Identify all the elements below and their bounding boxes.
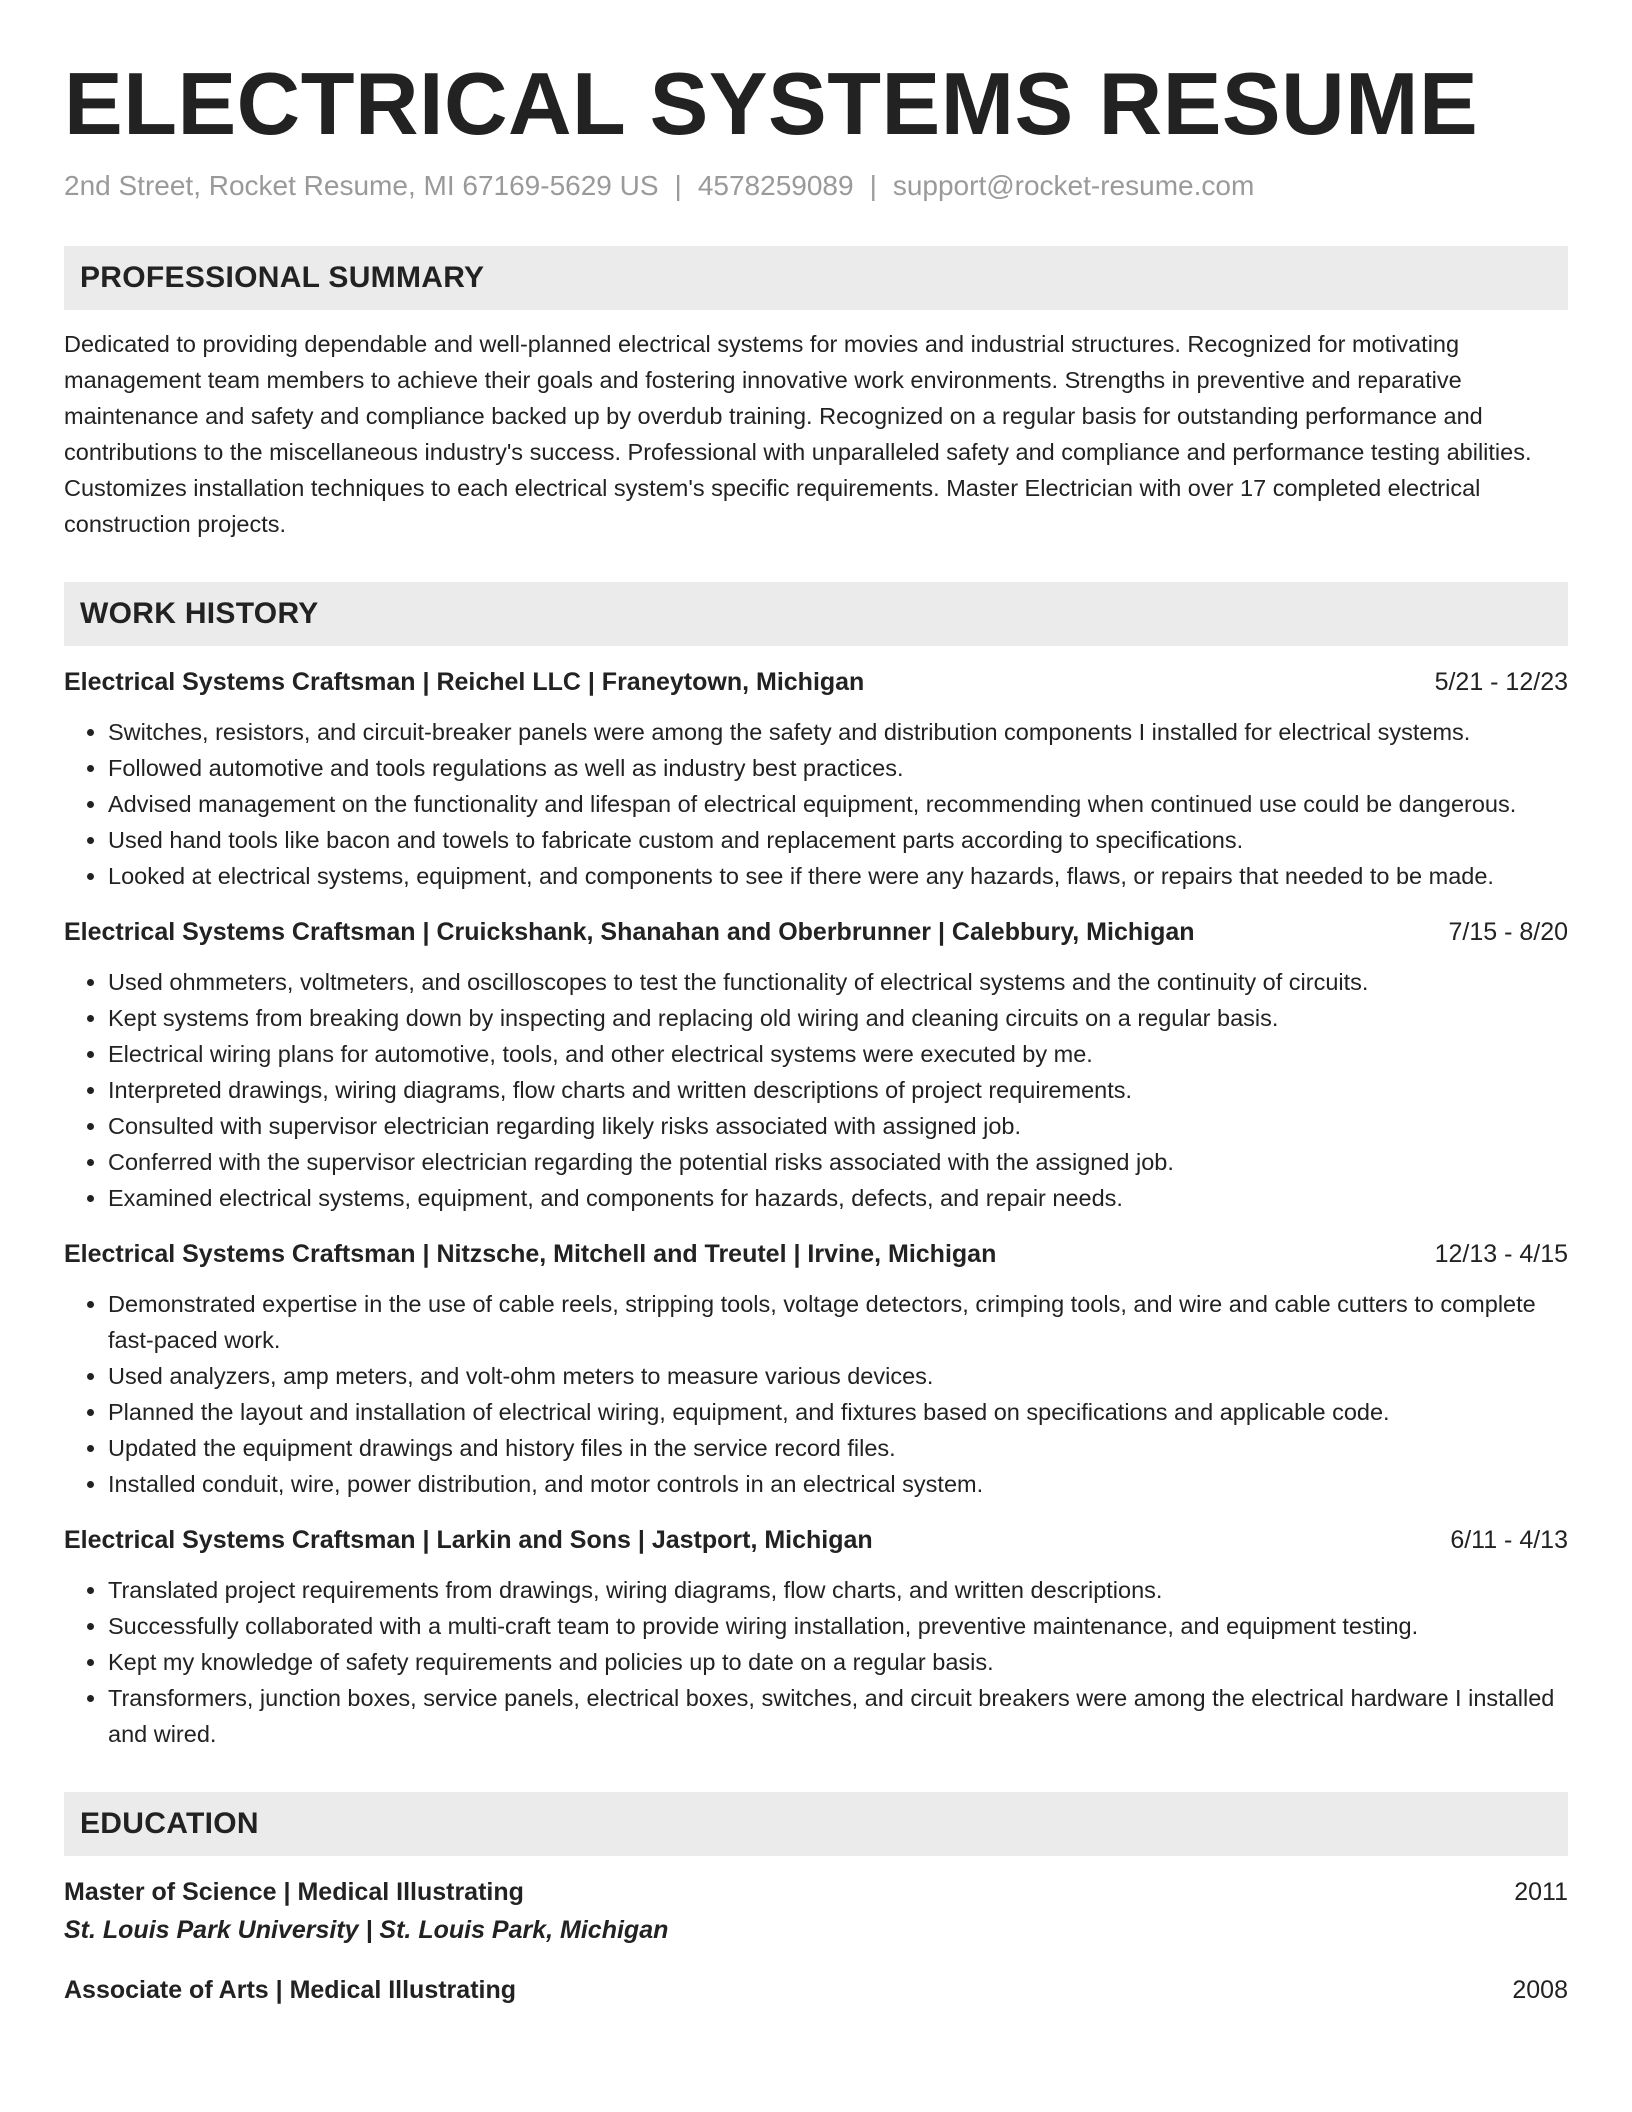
education-section-header bbox=[64, 1792, 1568, 1856]
summary-section-title: PROFESSIONAL SUMMARY bbox=[80, 261, 485, 294]
job-bullet: • Examined electrical systems, equipment, and components for hazards, defects, and repair needs. bbox=[108, 1180, 1568, 1216]
education-degree: Master of Science | Medical Illustrating bbox=[64, 1878, 524, 1906]
education-school: St. Louis Park University | St. Louis Park, Michigan bbox=[64, 1916, 669, 1944]
job-bullets bbox=[64, 1286, 1568, 1502]
job-entry bbox=[64, 914, 1568, 1216]
job-bullets bbox=[64, 1572, 1568, 1752]
work-history-list bbox=[64, 664, 1568, 1752]
job-bullet: • Demonstrated expertise in the use of cable reels, stripping tools, voltage detectors, crimping tools, and wire and cable cutters to complete fast-paced work. bbox=[108, 1286, 1568, 1358]
job-bullets bbox=[64, 714, 1568, 894]
education-header bbox=[64, 1972, 1568, 2008]
job-entry bbox=[64, 1522, 1568, 1752]
education-section-title: EDUCATION bbox=[80, 1807, 259, 1840]
job-bullet: • Updated the equipment drawings and history files in the service record files. bbox=[108, 1430, 1568, 1466]
contact-line bbox=[64, 166, 1568, 206]
job-bullet: • Switches, resistors, and circuit-breaker panels were among the safety and distribution components I installed for electrical systems. bbox=[108, 714, 1568, 750]
job-bullet: • Planned the layout and installation of electrical wiring, equipment, and fixtures based on specifications and applicable code. bbox=[108, 1394, 1568, 1430]
job-entry bbox=[64, 664, 1568, 894]
work-section-title: WORK HISTORY bbox=[80, 597, 319, 630]
resume-name: ELECTRICAL SYSTEMS RESUME bbox=[64, 54, 1479, 153]
job-bullet: • Used analyzers, amp meters, and volt-ohm meters to measure various devices. bbox=[108, 1358, 1568, 1394]
contact-phone: 4578259089 bbox=[697, 170, 854, 201]
job-entry bbox=[64, 1236, 1568, 1502]
education-entry bbox=[64, 1972, 1568, 2008]
contact-address: 2nd Street, Rocket Resume, MI 67169-5629 US bbox=[64, 170, 659, 201]
education-header bbox=[64, 1874, 1568, 1910]
job-bullet: • Successfully collaborated with a multi-craft team to provide wiring installation, preventive maintenance, and equipment testing. bbox=[108, 1608, 1568, 1644]
job-bullet: • Electrical wiring plans for automotive, tools, and other electrical systems were executed by me. bbox=[108, 1036, 1568, 1072]
job-title: Electrical Systems Craftsman | Cruickshank, Shanahan and Oberbrunner | Calebbury, Michigan bbox=[64, 918, 1195, 946]
job-bullet: • Installed conduit, wire, power distribution, and motor controls in an electrical system. bbox=[108, 1466, 1568, 1502]
education-degree: Associate of Arts | Medical Illustrating bbox=[64, 1976, 517, 2004]
job-dates: 12/13 - 4/15 bbox=[1434, 1240, 1568, 1268]
job-bullet: • Consulted with supervisor electrician regarding likely risks associated with assigned job. bbox=[108, 1108, 1568, 1144]
job-bullet: • Conferred with the supervisor electrician regarding the potential risks associated with the assigned job. bbox=[108, 1144, 1568, 1180]
job-title: Electrical Systems Craftsman | Reichel LLC | Franeytown, Michigan bbox=[64, 668, 865, 696]
job-bullet: • Advised management on the functionality and lifespan of electrical equipment, recommending when continued use could be dangerous. bbox=[108, 786, 1568, 822]
job-dates: 5/21 - 12/23 bbox=[1434, 668, 1568, 696]
contact-separator: | bbox=[674, 170, 682, 201]
job-bullet: • Interpreted drawings, wiring diagrams, flow charts and written descriptions of project requirements. bbox=[108, 1072, 1568, 1108]
education-year: 2011 bbox=[1514, 1878, 1568, 1906]
work-section-header bbox=[64, 582, 1568, 646]
job-bullet: • Kept systems from breaking down by inspecting and replacing old wiring and cleaning circuits on a regular basis. bbox=[108, 1000, 1568, 1036]
job-dates: 6/11 - 4/13 bbox=[1450, 1526, 1568, 1554]
job-header bbox=[64, 1236, 1568, 1272]
job-title: Electrical Systems Craftsman | Nitzsche, Mitchell and Treutel | Irvine, Michigan bbox=[64, 1240, 997, 1268]
job-bullet: • Used hand tools like bacon and towels to fabricate custom and replacement parts according to specifications. bbox=[108, 822, 1568, 858]
education-year: 2008 bbox=[1512, 1976, 1568, 2004]
contact-email: support@rocket-resume.com bbox=[892, 170, 1255, 201]
job-bullet: • Kept my knowledge of safety requirements and policies up to date on a regular basis. bbox=[108, 1644, 1568, 1680]
job-header bbox=[64, 1522, 1568, 1558]
job-dates: 7/15 - 8/20 bbox=[1448, 918, 1568, 946]
summary-section-header bbox=[64, 246, 1568, 310]
job-bullet: • Translated project requirements from drawings, wiring diagrams, flow charts, and written descriptions. bbox=[108, 1572, 1568, 1608]
job-bullet: • Followed automotive and tools regulations as well as industry best practices. bbox=[108, 750, 1568, 786]
summary-text: Dedicated to providing dependable and well-planned electrical systems for movies and industrial structures. Recognized for motivating management team members to achieve their goals and fostering innovative work environments. Strengths in preventive and reparative maintenance and safety and compliance backed up by overdub training. Recognized on a regular basis for outstanding performance and contributions to the miscellaneous industry's success. Professional with unparalleled safety and compliance and performance testing abilities. Customizes installation techniques to each electrical system's specific requirements. Master Electrician with over 17 completed electrical construction projects. bbox=[64, 331, 1532, 537]
education-entry bbox=[64, 1874, 1568, 1950]
job-bullet: • Transformers, junction boxes, service panels, electrical boxes, switches, and circuit breakers were among the electrical hardware I installed and wired. bbox=[108, 1680, 1568, 1752]
job-bullet: • Used ohmmeters, voltmeters, and oscilloscopes to test the functionality of electrical systems and the continuity of circuits. bbox=[108, 964, 1568, 1000]
job-title: Electrical Systems Craftsman | Larkin and Sons | Jastport, Michigan bbox=[64, 1526, 873, 1554]
job-bullets bbox=[64, 964, 1568, 1216]
job-bullet: • Looked at electrical systems, equipment, and components to see if there were any hazards, flaws, or repairs that needed to be made. bbox=[108, 858, 1568, 894]
contact-separator: | bbox=[869, 170, 877, 201]
job-header bbox=[64, 664, 1568, 700]
job-header bbox=[64, 914, 1568, 950]
